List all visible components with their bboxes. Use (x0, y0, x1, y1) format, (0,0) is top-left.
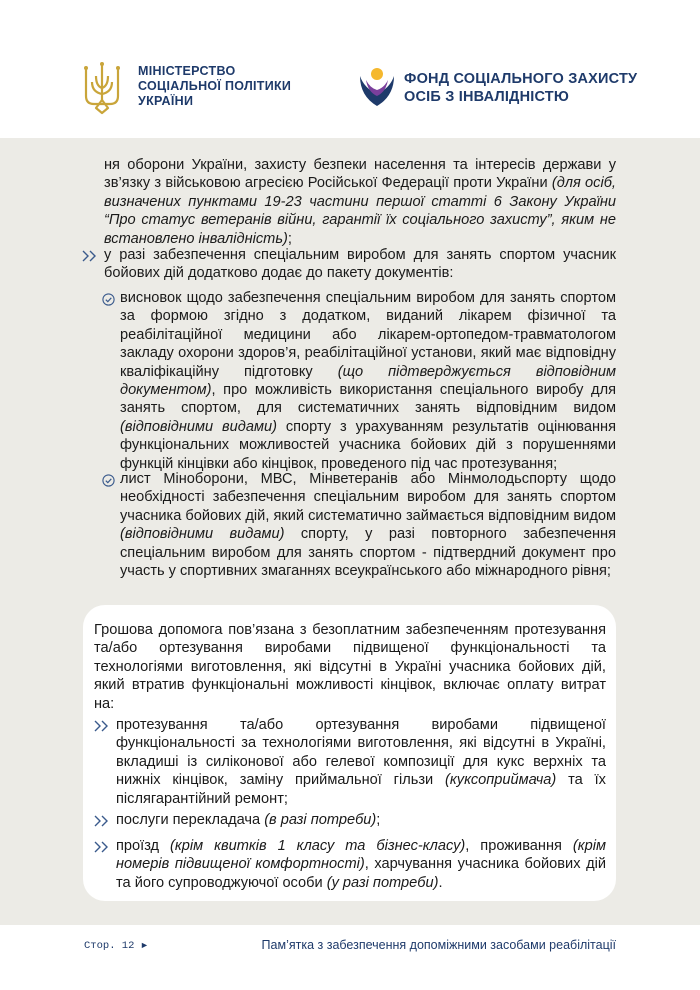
ministry-name-line2: СОЦІАЛЬНОЇ ПОЛІТИКИ (138, 79, 292, 93)
info-item-text: ; (376, 812, 381, 828)
info-item-italic: (куксоприймача) (445, 772, 557, 789)
double-chevron-icon (94, 720, 110, 732)
info-item-italic: (крім квитків 1 класу та бізнес-класу) (170, 838, 466, 854)
page-header (0, 0, 700, 138)
check-item-text: спорту з урахуванням результатів оцінювання функціональних можливостей учасника бойових дій з порушеннями функцій кінцівки або кінцівок, проведеного під час протезування; (120, 418, 616, 472)
page-number: Стор. 12 (84, 940, 135, 952)
check-item-italic: (відповідними видами) (120, 526, 285, 543)
check-item-italic: (відповідними видами) (120, 418, 277, 435)
fund-hands-heart-icon (356, 66, 398, 110)
info-box-intro: Грошова допомога пов’язана з безоплатним забезпеченням протезування та/або ортезування виробами підвищеної функціональності та технологіями виготовлення, які відсутні в Україні учасника бойових дій, який втратив функціональні можливості кінцівок, включає оплату витрат на: (94, 622, 606, 712)
info-item-text: послуги перекладача (116, 812, 265, 828)
ministry-name (138, 64, 291, 109)
check-item-italic: (що підтверджується відповідним документом) (120, 363, 616, 399)
fund-name (404, 70, 637, 106)
page-footer (0, 925, 700, 990)
info-box-item-travel (116, 837, 606, 892)
ministry-name-line1: МІНІСТЕРСТВО (138, 64, 236, 78)
check-item-letter (120, 470, 616, 580)
bullet-item-sports-product: у разі забезпечення спеціальним виробом для занять спортом учасник бойових дій додатково додає до пакету документів: (104, 247, 616, 282)
info-box-item-translator (116, 811, 606, 829)
ministry-logo-block (82, 60, 291, 116)
info-item-text: та їх післягарантійний ремонт; (116, 772, 606, 807)
paragraph-continuation (104, 156, 616, 248)
check-item-text: лист Міноборони, МВС, Мінветеранів або Мінмолодьспорту щодо необхідності забезпечення спеціальним виробом для занять спортом учасника бойових дій, який систематично займається відповідним видом (120, 471, 616, 524)
check-circle-icon (102, 293, 115, 306)
paragraph-text: ня оборони України, захисту безпеки населення та інтересів держави у зв’язку з військовою агресією Російської Федерації проти України (104, 157, 616, 192)
fund-name-line1: ФОНД СОЦІАЛЬНОГО ЗАХИСТУ (404, 71, 638, 87)
play-arrow-icon: ► (140, 940, 149, 950)
check-item-text: , про можливість використання спеціального виробу для занять спортом, для систематичних занять відповідним видом (120, 382, 616, 417)
fund-logo-block (356, 66, 637, 110)
paragraph-italic-note: (для осіб, визначених пунктами 19-23 частини першої статті 6 Закону України “Про статус ветеранів війни, гарантії їх соціального захисту”, яким не встановлено інвалідність) (104, 175, 616, 247)
fund-name-line2: ОСІБ З ІНВАЛІДНІСТЮ (404, 89, 569, 105)
info-item-text: , харчування учасника бойових дій та його супроводжуючої особи (116, 856, 606, 891)
ministry-name-line3: УКРАЇНИ (138, 94, 194, 108)
info-item-italic: (у разі потреби) (326, 874, 439, 891)
double-chevron-icon (82, 250, 98, 262)
trident-emblem-icon (82, 60, 122, 116)
info-box-item-prosthetics (116, 716, 606, 808)
double-chevron-icon (94, 841, 110, 853)
check-item-conclusion (120, 289, 616, 473)
info-item-text: . (438, 874, 443, 891)
info-item-text: проїзд (116, 838, 171, 854)
info-item-text: протезування та/або ортезування виробами підвищеної функціональності за технологіями виготовлення, які відсутні в Україні, вкладиші із силіконової або гелевої композиції для кукс верхніх та нижніх кінцівок, заміну приймальної гільзи (116, 717, 606, 789)
info-item-italic: (в разі потреби) (264, 812, 377, 828)
check-circle-icon (102, 474, 115, 487)
check-item-text: висновок щодо забезпечення спеціальним виробом для занять спортом за формою згідно з додатком, виданий лікарем фізичної та реабілітаційної медицини або лікарем-ортопедом-травматологом закладу охорони здоров’я, реабілітаційної установи, який має відповідну кваліфікаційну підготовку (120, 290, 616, 380)
info-item-text: , проживання (465, 838, 573, 854)
info-item-italic: (крім номерів підвищеної комфортності) (116, 838, 607, 873)
footer-document-title: Пам’ятка з забезпечення допоміжними засобами реабілітації (261, 938, 616, 952)
paragraph-tail: ; (287, 230, 292, 247)
check-item-text: спорту, у разі повторного забезпечення спеціальним виробом для занять спортом - підтвердний документ про участь у спортивних змаганнях всеукраїнського або міжнародного рівня; (120, 526, 616, 580)
double-chevron-icon (94, 815, 110, 827)
